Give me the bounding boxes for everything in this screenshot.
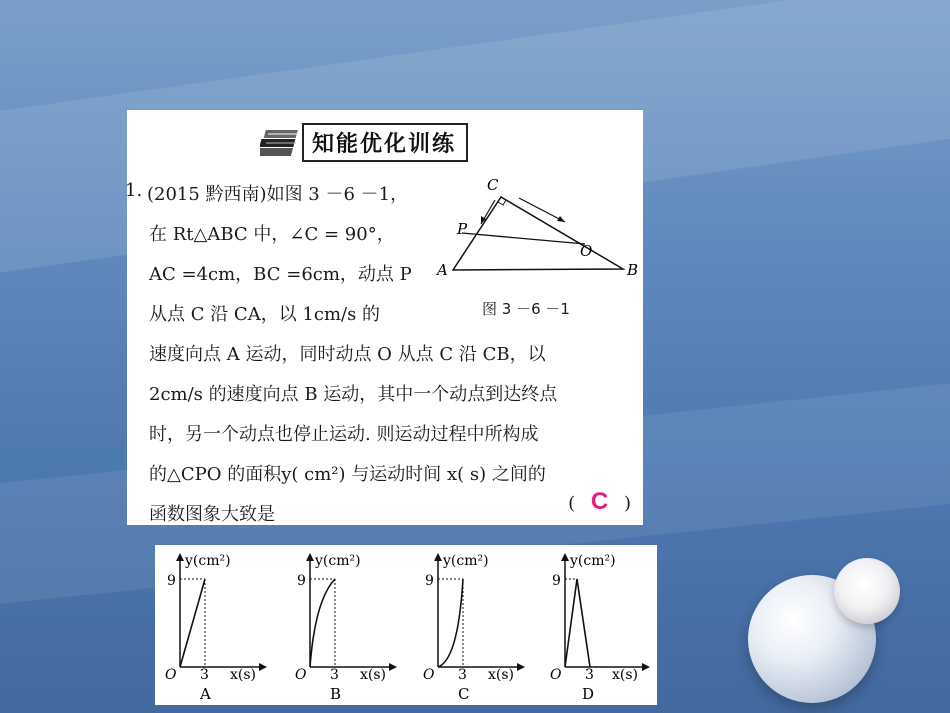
curve-convex <box>438 579 463 667</box>
option-label: B <box>330 685 342 703</box>
option-label: A <box>200 685 211 703</box>
books-icon <box>260 122 308 162</box>
x-tick-label: 3 <box>458 667 467 683</box>
y-tick-label: 9 <box>167 573 176 589</box>
answer-open: ( <box>568 493 576 514</box>
question-line: 的△CPO 的面积y( cm²) 与运动时间 x( s) 之间的 <box>149 464 546 485</box>
question-number: 1. <box>125 180 143 201</box>
answer-close: ) <box>623 493 631 514</box>
y-tick-label: 9 <box>425 573 434 589</box>
decorative-sphere <box>834 558 900 624</box>
question-line: (2015 黔西南)如图 3 －6 －1， <box>147 184 409 205</box>
question-line: 在 Rt△ABC 中，∠C = 90°， <box>149 224 395 245</box>
point-label-a: A <box>437 261 448 279</box>
option-label: D <box>582 685 595 703</box>
segment-po <box>462 233 585 244</box>
option-b-graph <box>285 545 410 705</box>
point-label-o: O <box>580 242 593 260</box>
option-c-graph <box>413 545 538 705</box>
y-axis-label: y(cm²) <box>570 553 616 569</box>
question-line: 函数图象大致是 <box>149 504 275 525</box>
section-title: 知能优化训练 <box>302 123 468 162</box>
y-axis-label: y(cm²) <box>185 553 231 569</box>
option-d-graph <box>540 545 657 705</box>
triangle-figure <box>427 170 647 285</box>
x-axis-label: x(s) <box>230 667 257 683</box>
y-axis-label: y(cm²) <box>315 553 361 569</box>
answer-choice: C <box>590 488 609 515</box>
answer-options <box>155 545 657 705</box>
question-line: AC =4cm，BC =6cm，动点 P <box>149 264 412 285</box>
x-tick-label: 3 <box>585 667 594 683</box>
question-line: 从点 C 沿 CA，以 1cm/s 的 <box>149 304 381 325</box>
option-label: C <box>458 685 470 703</box>
x-tick-label: 3 <box>330 667 339 683</box>
curve-linear <box>180 579 205 667</box>
x-tick-label: 3 <box>200 667 209 683</box>
question-line: 速度向点 A 运动，同时动点 O 从点 C 沿 CB，以 <box>149 344 546 365</box>
question-line: 2cm/s 的速度向点 B 运动，其中一个动点到达终点 <box>149 384 558 405</box>
point-label-p: P <box>457 220 468 238</box>
origin-label: O <box>423 667 435 683</box>
arrow-head <box>557 216 565 222</box>
answer-bracket <box>568 488 631 516</box>
curve-peak <box>565 579 590 667</box>
option-a-graph <box>155 545 280 705</box>
y-tick-label: 9 <box>297 573 306 589</box>
arrow-cb <box>519 198 565 222</box>
y-tick-label: 9 <box>552 573 561 589</box>
figure-caption: 图 3 －6 －1 <box>482 300 570 318</box>
question-panel <box>127 110 643 525</box>
x-axis-label: x(s) <box>612 667 639 683</box>
x-axis-label: x(s) <box>360 667 387 683</box>
x-axis-label: x(s) <box>488 667 515 683</box>
origin-label: O <box>295 667 307 683</box>
origin-label: O <box>550 667 562 683</box>
y-axis-label: y(cm²) <box>443 553 489 569</box>
curve-concave <box>310 579 335 667</box>
origin-label: O <box>165 667 177 683</box>
question-line: 时，另一个动点也停止运动. 则运动过程中所构成 <box>149 424 539 445</box>
point-label-b: B <box>627 261 639 279</box>
point-label-c: C <box>487 176 499 194</box>
section-header <box>260 122 468 162</box>
